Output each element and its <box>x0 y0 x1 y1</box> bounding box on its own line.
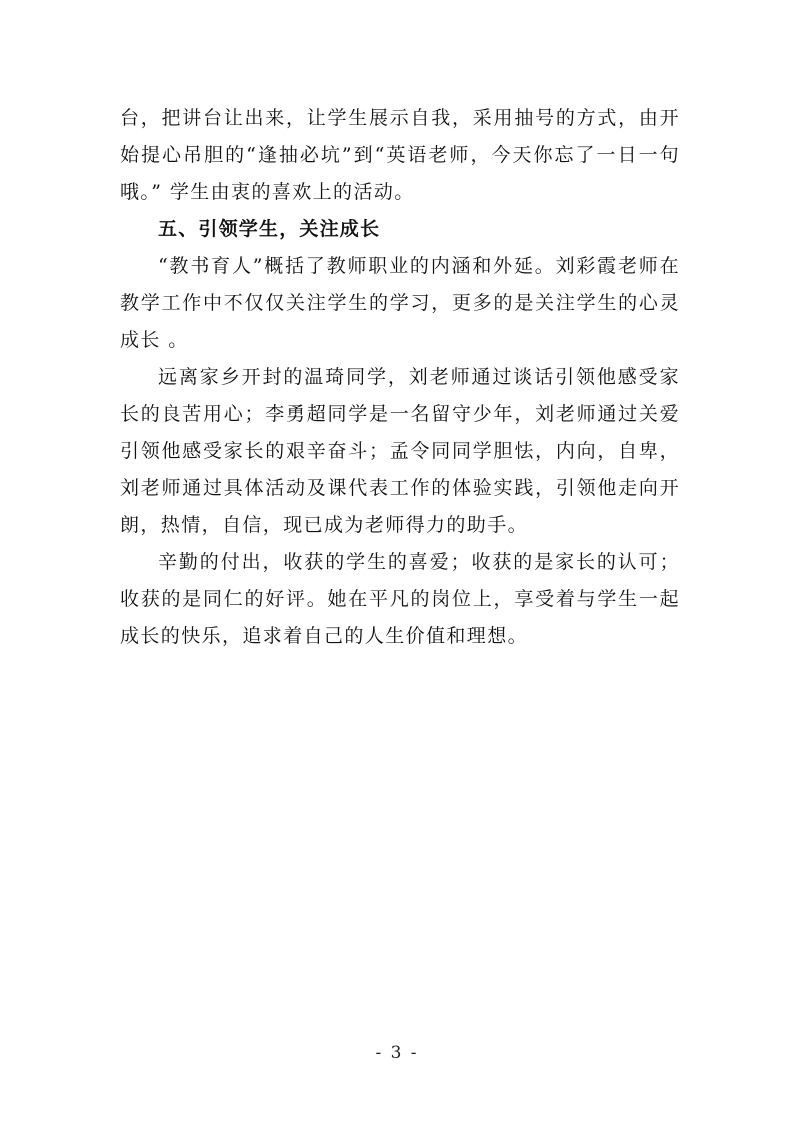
paragraph-conclusion: 辛勤的付出，收获的学生的喜爱；收获的是家长的认可；收获的是同仁的好评。她在平凡的岗位上，享受着与学生一起成长的快乐，追求着自己的人生价值和理想。 <box>120 551 680 647</box>
section-heading: 五、引领学生，关注成长 <box>158 218 381 240</box>
document-body <box>120 100 680 655</box>
paragraph-continuation: 台，把讲台让出来，让学生展示自我，采用抽号的方式，由开始提心吊胆的“逢抽必坑”到“英语老师，今天你忘了一日一句哦。” 学生由衷的喜欢上的活动。 <box>120 107 680 203</box>
paragraph-student-examples: 远离家乡开封的温琦同学，刘老师通过谈话引领他感受家长的良苦用心；李勇超同学是一名留守少年，刘老师通过关爱引领他感受家长的艰辛奋斗；孟令同同学胆怯，内向，自卑，刘老师通过具体活动及课代表工作的体验实践，引领他走向开朗，热情，自信，现已成为老师得力的助手。 <box>120 366 680 536</box>
page-number: - 3 - <box>375 1043 419 1063</box>
paragraph-teaching-philosophy: “教书育人”概括了教师职业的内涵和外延。刘彩霞老师在教学工作中不仅仅关注学生的学习，更多的是关注学生的心灵成长 。 <box>120 255 680 351</box>
